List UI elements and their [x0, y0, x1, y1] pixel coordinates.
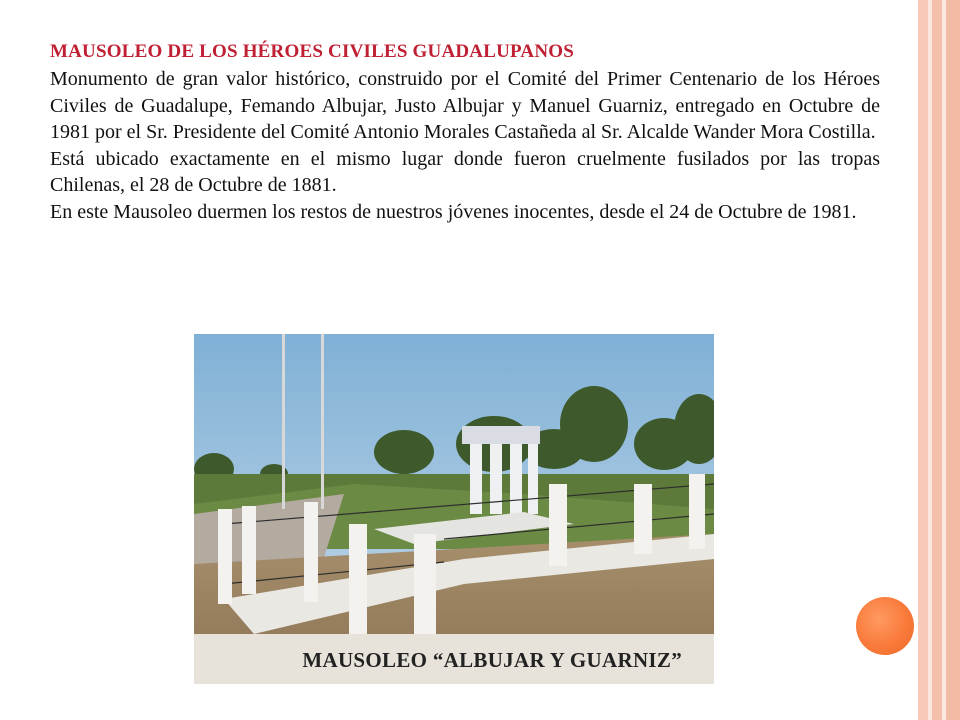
accent-circle [856, 597, 914, 655]
slide-body [50, 66, 880, 225]
photo-caption: MAUSOLEO “ALBUJAR Y GUARNIZ” [302, 648, 682, 672]
slide-title: MAUSOLEO DE LOS HÉROES CIVILES GUADALUPANOS [50, 41, 574, 62]
paragraph: Está ubicado exactamente en el mismo lugar donde fueron cruelmente fusilados por las tropas Chilenas, el 28 de Octubre de 1881. [50, 147, 880, 196]
paragraph: Monumento de gran valor histórico, construido por el Comité del Primer Centenario de los Héroes Civiles de Guadalupe, Femando Albujar, Justo Albujar y Manuel Guarniz, entregado en Octubre de 1981 por el Sr. Presidente del Comité Antonio Morales Castañeda al Sr. Alcalde Wander Mora Costilla. [50, 68, 880, 143]
decorative-band [932, 0, 942, 720]
mausoleum-photo-illustration [194, 334, 714, 684]
decorative-band [946, 0, 960, 720]
mausoleum-photo [194, 334, 714, 684]
paragraph: En este Mausoleo duermen los restos de nuestros jóvenes inocentes, desde el 24 de Octubre de 1981. [50, 200, 857, 223]
decorative-band [918, 0, 928, 720]
